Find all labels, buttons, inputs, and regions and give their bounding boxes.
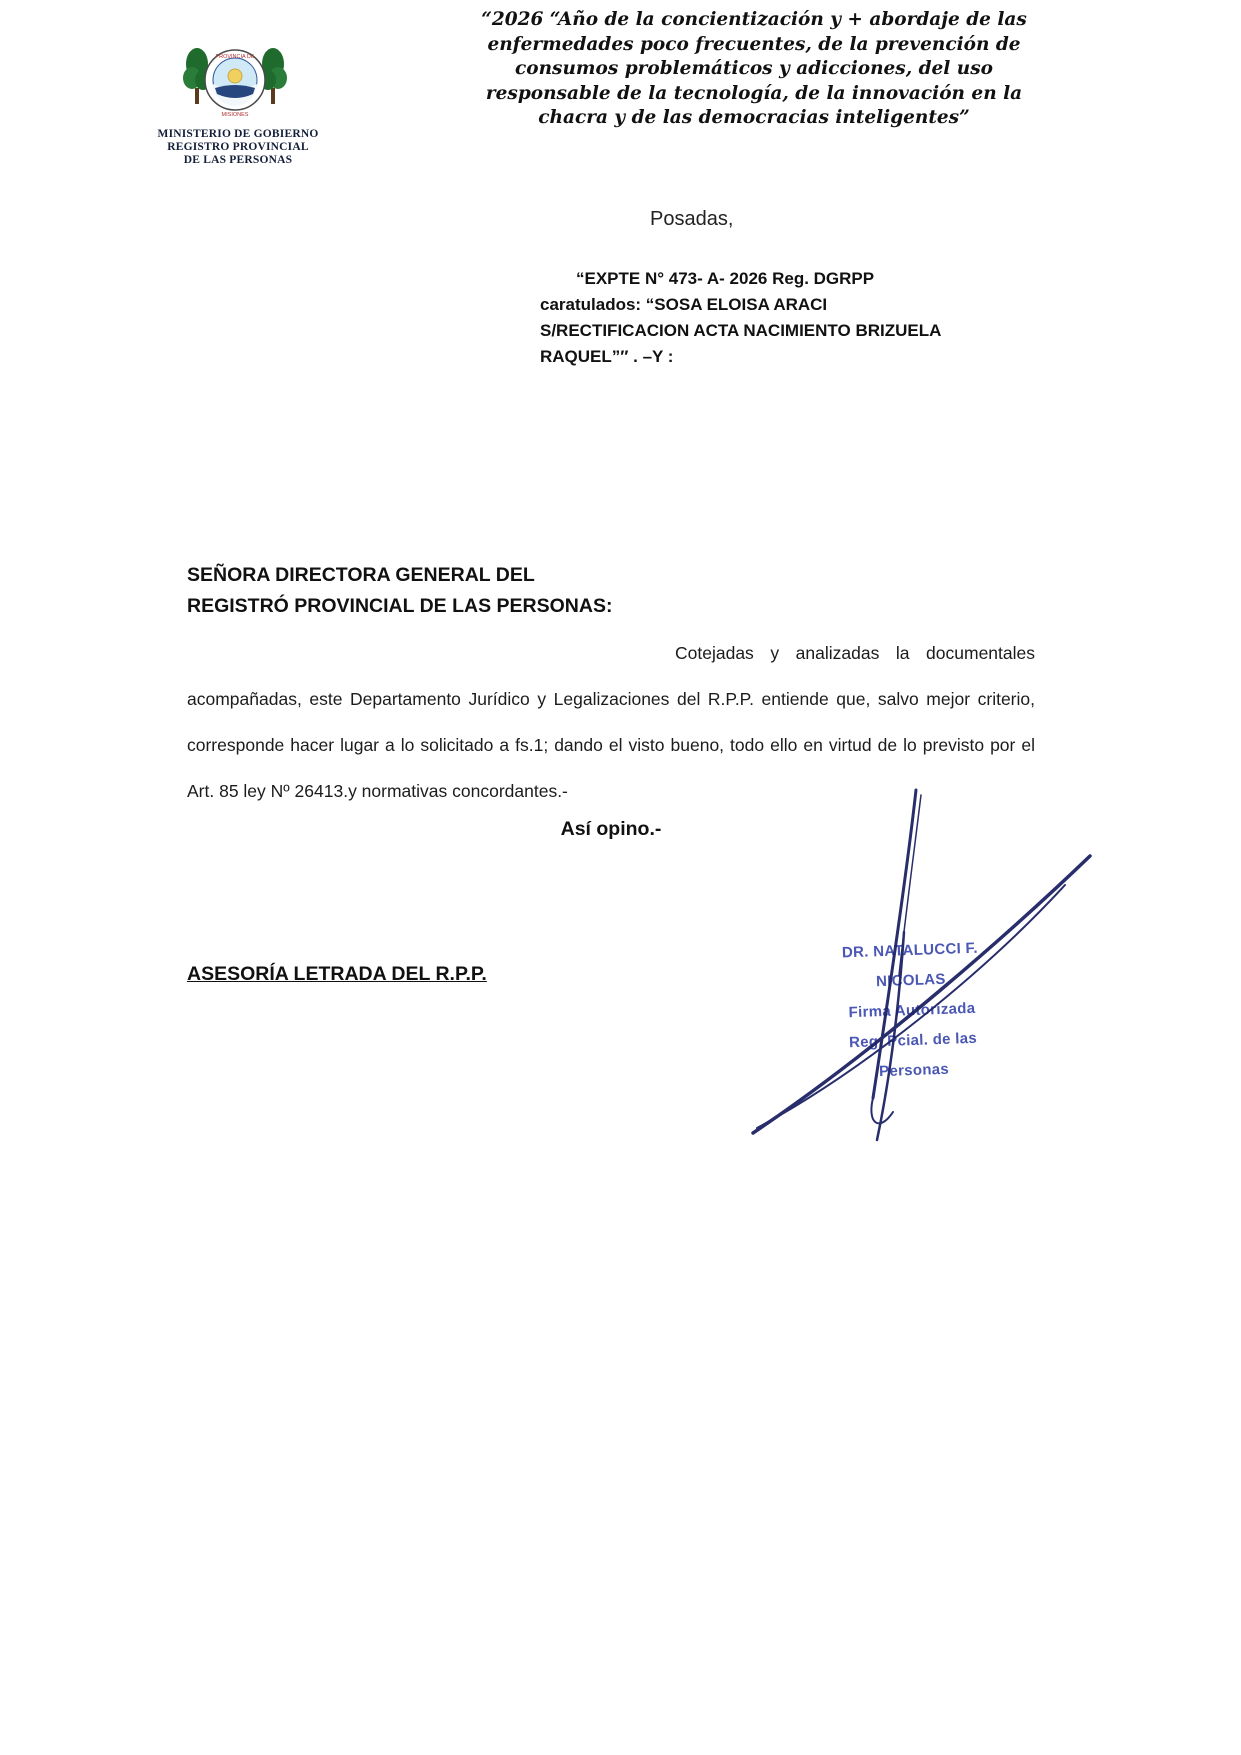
expediente-reference bbox=[540, 266, 1010, 370]
stamp-line: DR. NATALUCCI F. NICOLAS bbox=[841, 939, 979, 991]
expediente-line: RAQUEL”″ . –Y : bbox=[540, 347, 674, 366]
office-signature-line: ASESORÍA LETRADA DEL R.P.P. bbox=[187, 963, 487, 985]
opinion-line: Así opino.- bbox=[560, 818, 662, 840]
ministry-name-line: MINISTERIO DE GOBIERNO bbox=[157, 128, 319, 140]
seal-arc-text-bottom: MISIONES bbox=[221, 112, 249, 118]
salutation-line: REGISTRÓ PROVINCIAL DE LAS PERSONAS: bbox=[187, 595, 613, 617]
expediente-line: S/RECTIFICACION ACTA NACIMIENTO BRIZUELA bbox=[540, 321, 942, 340]
stamp-line: Firma Autorizada bbox=[848, 999, 976, 1022]
ministry-name bbox=[128, 128, 348, 167]
ministry-name-line: REGISTRO PROVINCIAL bbox=[167, 141, 309, 153]
body-paragraph: Cotejadas y analizadas la documentales acompañadas, este Departamento Jurídico y Legalizaciones del R.P.P. entiende que, salvo mejor criterio, corresponde hacer lugar a lo solicitado a fs.1; dando el visto bueno, todo ello en virtud de lo previsto por el Art. 85 ley Nº 26413.y normativas concordantes.- bbox=[187, 643, 1035, 801]
city-line: Posadas, bbox=[650, 208, 734, 230]
stamp-line: Reg. Pcial. de las Personas bbox=[848, 1029, 978, 1081]
header-motto: “2026 “Año de la concientización y + abordaje de las enfermedades poco frecuentes, de la prevención de consumos problemáticos y adicciones, del uso responsable de la tecnología, de la innovación en la chacra y de las democracias inteligentes” bbox=[481, 9, 1027, 128]
ministry-name-line: DE LAS PERSONAS bbox=[183, 154, 293, 166]
expediente-line: “EXPTE N° 473- A- 2026 Reg. DGRPP bbox=[576, 269, 875, 288]
seal-arc-text-top: PROVINCIA DE bbox=[215, 54, 255, 60]
seal-emblem-icon bbox=[205, 50, 265, 118]
signature-stamp bbox=[809, 933, 1014, 1090]
salutation bbox=[187, 560, 612, 622]
provincia-misiones-seal bbox=[175, 32, 295, 142]
expediente-line: caratulados: “SOSA ELOISA ARACI bbox=[540, 295, 828, 314]
salutation-line: SEÑORA DIRECTORA GENERAL DEL bbox=[187, 564, 535, 586]
seal-graphic bbox=[175, 32, 295, 137]
